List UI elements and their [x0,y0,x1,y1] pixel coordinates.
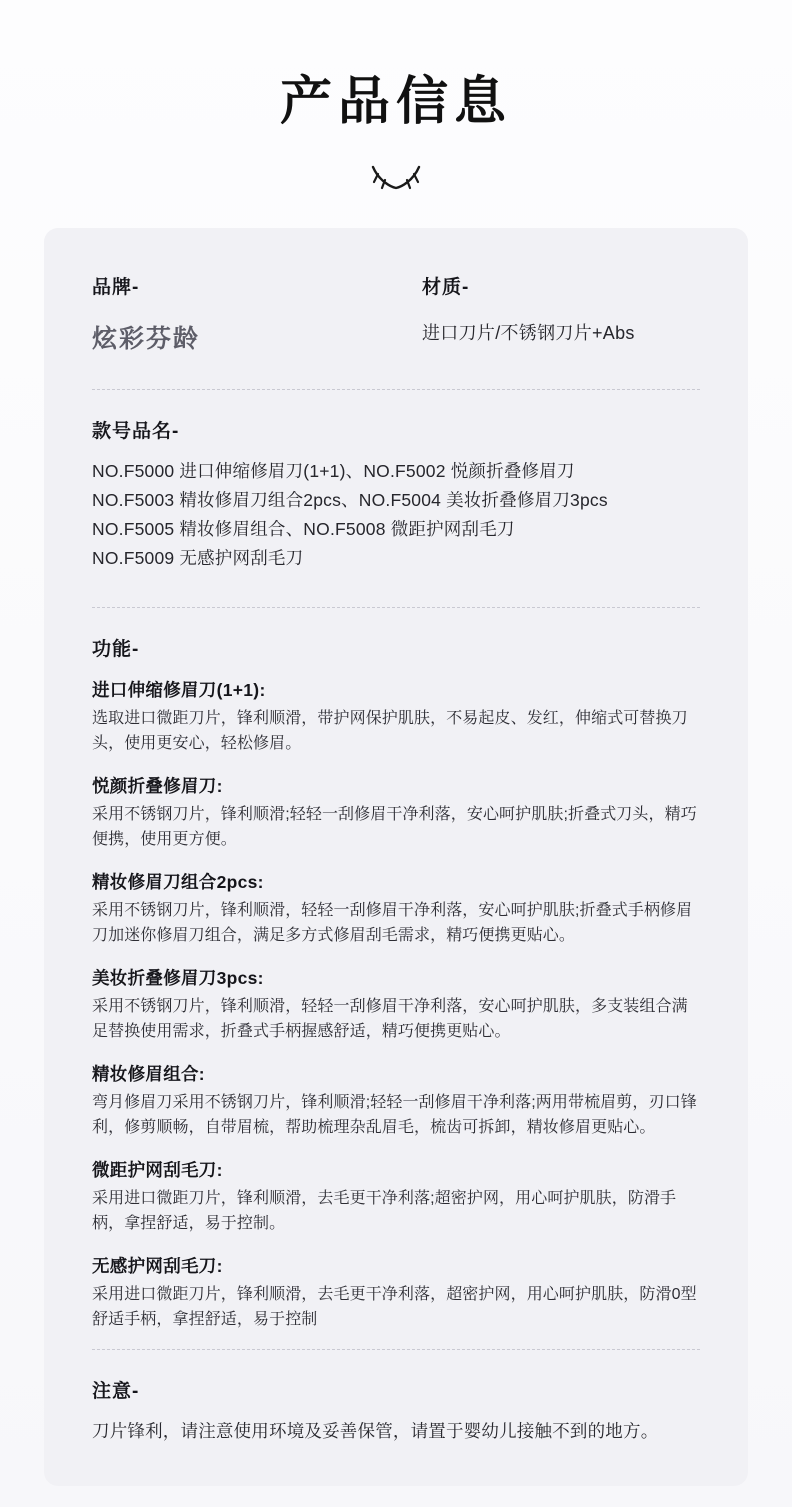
function-item [92,1157,700,1236]
functions-section [92,608,700,1332]
function-title: 精妆修眉刀组合2pcs: [92,872,264,892]
function-title: 进口伸缩修眉刀(1+1): [92,680,266,700]
brand-material-row [92,228,700,355]
models-label: 款号品名- [92,421,180,442]
material-label: 材质- [422,277,470,298]
eyelash-icon [369,165,423,191]
function-title: 微距护网刮毛刀: [92,1160,223,1180]
models-section [92,390,700,573]
function-item [92,965,700,1044]
function-title: 美妆折叠修眉刀3pcs: [92,968,264,988]
list-item: NO.F5003 精妆修眉刀组合2pcs、NO.F5004 美妆折叠修眉刀3pcs [92,490,608,510]
notice-section [92,1350,700,1446]
function-desc: 采用进口微距刀片，锋利顺滑，去毛更干净利落，超密护网，用心呵护肌肤，防滑0型舒适手柄，拿捏舒适，易于控制 [92,1286,697,1328]
brand-label: 品牌- [92,277,140,298]
product-info-card [44,228,748,1486]
function-title: 无感护网刮毛刀: [92,1256,223,1276]
material-field [422,272,700,355]
function-desc: 弯月修眉刀采用不锈钢刀片，锋利顺滑;轻轻一刮修眉干净利落;两用带梳眉剪，刃口锋利，修剪顺畅，自带眉梳，帮助梳理杂乱眉毛，梳齿可拆卸，精妆修眉更贴心。 [92,1094,697,1136]
function-desc: 采用进口微距刀片，锋利顺滑，去毛更干净利落;超密护网，用心呵护肌肤，防滑手柄，拿捏舒适，易于控制。 [92,1190,677,1232]
notice-label: 注意- [92,1381,140,1402]
function-desc: 采用不锈钢刀片，锋利顺滑，轻轻一刮修眉干净利落，安心呵护肌肤，多支装组合满足替换使用需求，折叠式手柄握感舒适，精巧便携更贴心。 [92,998,688,1040]
list-item: NO.F5005 精妆修眉组合、NO.F5008 微距护网刮毛刀 [92,519,515,539]
material-value: 进口刀片/不锈钢刀片+Abs [422,323,635,343]
page-title: 产品信息 [279,73,512,131]
brand-value: 炫彩芬龄 [92,325,201,353]
functions-label: 功能- [92,639,140,660]
function-desc: 选取进口微距刀片，锋利顺滑，带护网保护肌肤，不易起皮、发红，伸缩式可替换刀头，使用更安心，轻松修眉。 [92,710,688,752]
list-item: NO.F5009 无感护网刮毛刀 [92,548,304,568]
function-item [92,1061,700,1140]
page-header [0,0,792,191]
list-item: NO.F5000 进口伸缩修眉刀(1+1)、NO.F5002 悦颜折叠修眉刀 [92,461,575,481]
brand-field [92,272,422,355]
notice-text: 刀片锋利，请注意使用环境及妥善保管，请置于婴幼儿接触不到的地方。 [92,1421,659,1441]
function-desc: 采用不锈钢刀片，锋利顺滑;轻轻一刮修眉干净利落，安心呵护肌肤;折叠式刀头，精巧便携，使用更方便。 [92,806,697,848]
function-desc: 采用不锈钢刀片，锋利顺滑，轻轻一刮修眉干净利落，安心呵护肌肤;折叠式手柄修眉刀加迷你修眉刀组合，满足多方式修眉刮毛需求，精巧便携更贴心。 [92,902,693,944]
function-item [92,677,700,756]
function-item [92,869,700,948]
function-title: 悦颜折叠修眉刀: [92,776,223,796]
eyelash-ornament [0,165,792,191]
function-title: 精妆修眉组合: [92,1064,205,1084]
function-item [92,1253,700,1332]
function-item [92,773,700,852]
models-list [92,457,700,573]
